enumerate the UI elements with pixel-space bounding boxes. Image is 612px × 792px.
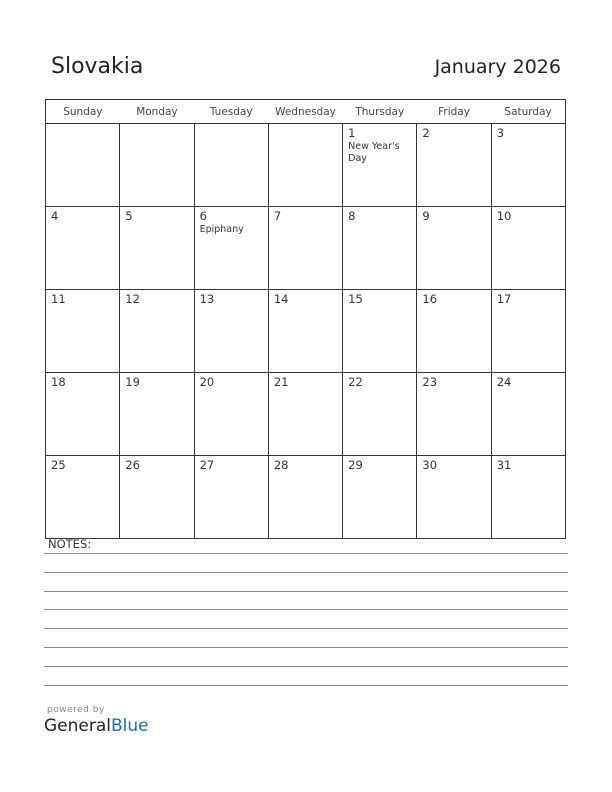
day-number: 28 [273,458,289,472]
week-row [46,290,566,373]
day-number: 22 [348,375,363,389]
day-number: 12 [125,292,140,306]
day-number: 14 [273,292,289,306]
note-line [44,628,568,629]
day-cell [343,290,417,373]
day-number: 20 [199,375,215,389]
day-number: 31 [496,458,512,472]
day-cell [120,207,194,290]
weekday-tuesday: Tuesday [194,100,268,124]
day-cell [268,290,342,373]
day-cell [417,373,491,456]
day-cell [120,290,194,373]
day-cell [194,207,268,290]
day-number: 8 [348,209,356,223]
day-cell [194,456,268,539]
day-cell [491,124,565,207]
day-cell [120,373,194,456]
day-number: 6 [199,209,207,223]
day-cell [491,456,565,539]
generalblue-logo [44,716,149,736]
day-cell [268,373,342,456]
holiday-label: Epiphany [199,224,244,235]
day-cell [491,373,565,456]
month-year-title: January 2026 [434,56,561,78]
day-number: 24 [496,375,512,389]
powered-by-text: powered by [47,705,105,715]
holiday-label: New Year's Day [348,141,400,164]
weekday-wednesday: Wednesday [268,100,342,124]
note-line [44,591,568,592]
day-cell [268,456,342,539]
day-number: 7 [273,209,282,223]
day-number: 29 [348,458,363,472]
day-cell [46,124,120,207]
day-number: 17 [496,292,512,306]
day-number: 4 [51,209,59,223]
week-row [46,373,566,456]
day-cell [120,456,194,539]
day-number: 1 [348,126,356,140]
day-number: 25 [51,458,66,472]
note-line [44,609,568,610]
day-cell [417,207,491,290]
day-number: 26 [125,458,140,472]
day-cell [417,124,491,207]
day-number: 10 [496,209,512,223]
day-number: 18 [51,375,66,389]
day-number: 3 [496,126,505,140]
weekday-sunday: Sunday [46,100,120,124]
week-row [46,124,566,207]
day-number: 23 [422,375,438,389]
day-number: 27 [199,458,215,472]
country-title: Slovakia [51,54,144,79]
note-line [44,666,568,667]
day-cell [491,290,565,373]
weekday-friday: Friday [417,100,491,124]
day-number: 30 [422,458,438,472]
day-cell [194,290,268,373]
weekday-header-row [46,100,566,124]
note-line [44,647,568,648]
day-cell [268,124,342,207]
note-line [44,572,568,573]
day-number: 13 [199,292,215,306]
day-number: 16 [422,292,438,306]
weekday-saturday: Saturday [491,100,565,124]
day-cell [343,456,417,539]
week-row [46,207,566,290]
day-number: 5 [125,209,133,223]
day-cell [120,124,194,207]
day-cell [417,456,491,539]
day-number: 2 [422,126,430,140]
day-cell [46,373,120,456]
note-line [44,685,568,686]
weekday-thursday: Thursday [343,100,417,124]
weekday-monday: Monday [120,100,194,124]
day-cell [46,456,120,539]
day-number: 21 [273,375,289,389]
day-number: 9 [422,209,430,223]
week-row [46,456,566,539]
day-cell [46,207,120,290]
note-line [44,553,568,554]
day-cell [343,373,417,456]
day-cell [417,290,491,373]
calendar-grid [45,99,566,539]
day-number: 19 [125,375,140,389]
day-cell [194,373,268,456]
brand-blue: Blue [111,716,149,736]
notes-label: NOTES: [48,537,92,551]
day-cell [46,290,120,373]
day-number: 15 [348,292,363,306]
brand-general: General [44,716,111,736]
day-cell [491,207,565,290]
day-cell [343,207,417,290]
day-cell [194,124,268,207]
day-cell [343,124,417,207]
day-cell [268,207,342,290]
day-number: 11 [51,292,66,306]
